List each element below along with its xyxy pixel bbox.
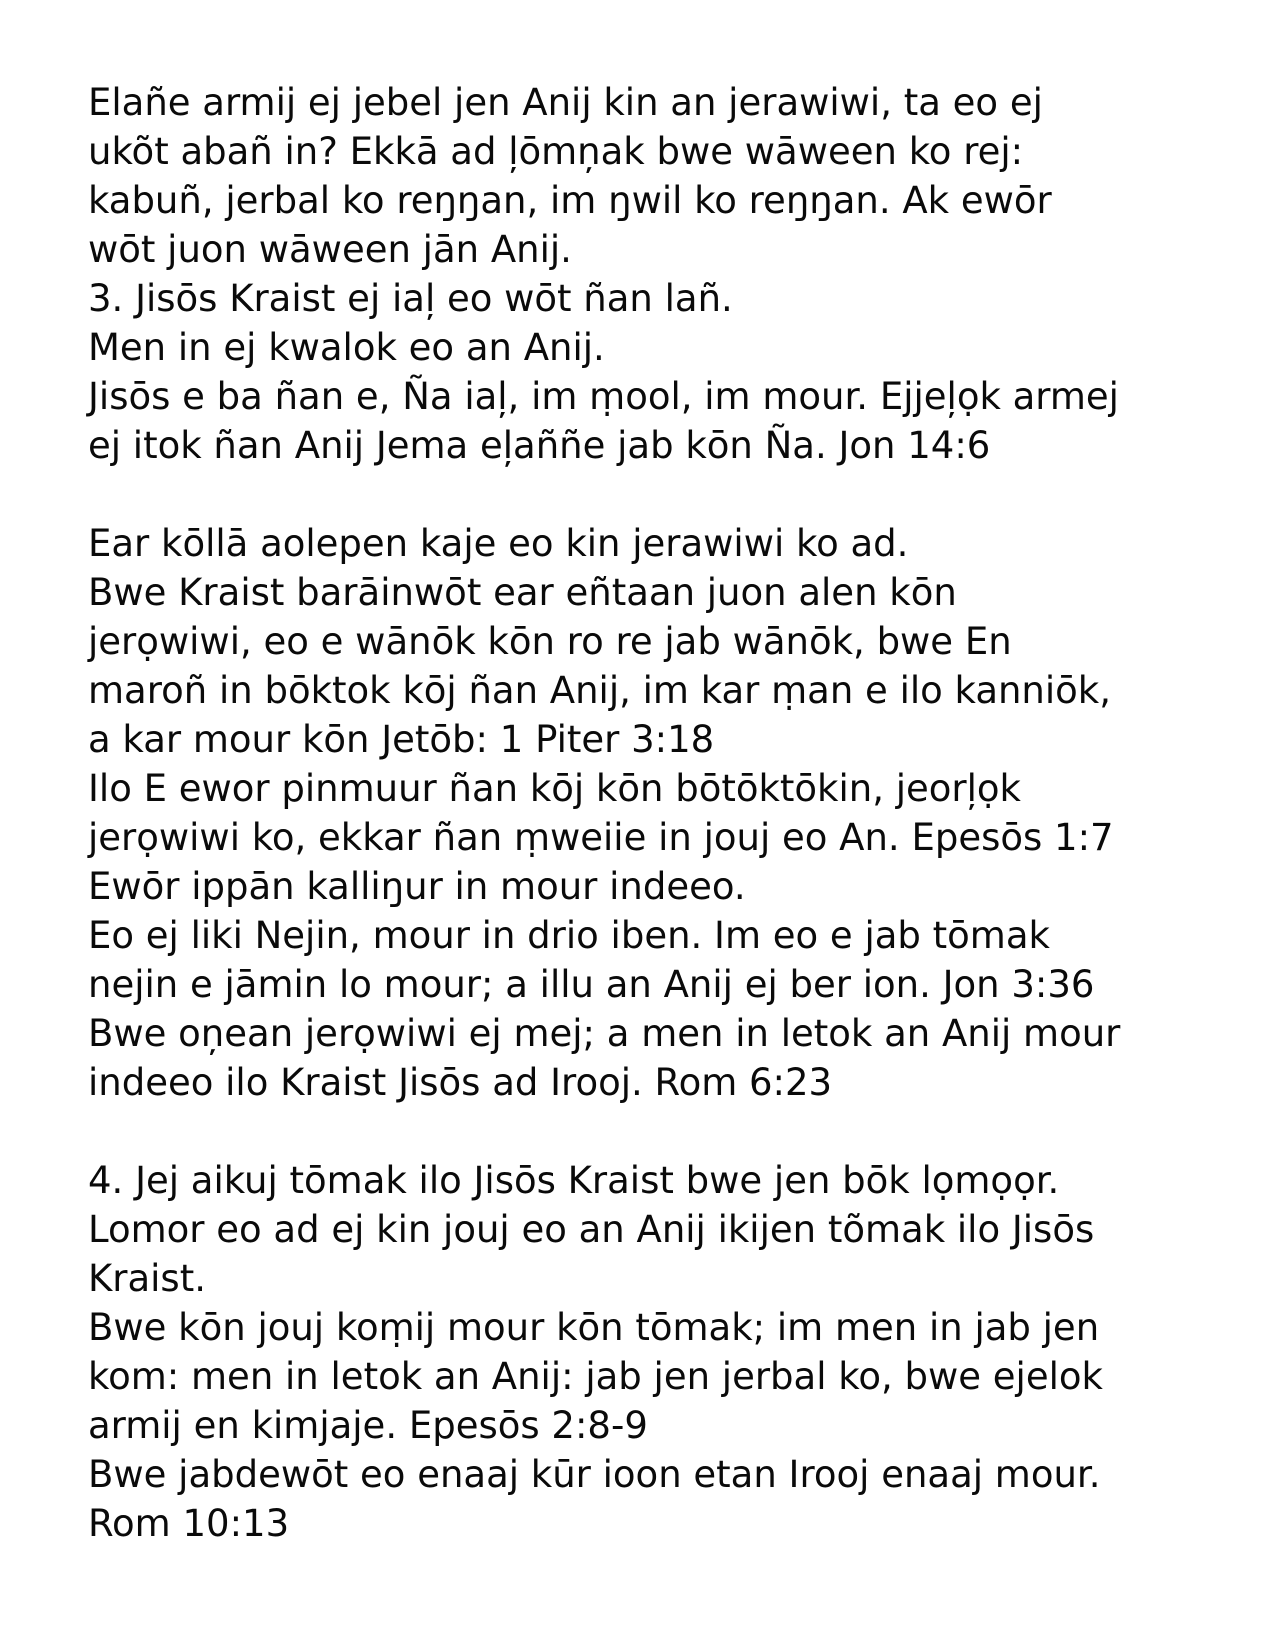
text-line: ej itok ñan Anij Jema eļaññe jab kōn Ña. Jon 14:6	[88, 424, 991, 467]
text-line: indeeo ilo Kraist Jisōs ad Irooj. Rom 6:23	[88, 1061, 833, 1104]
text-line: nejin e jāmin lo mour; a illu an Anij ej ber ion. Jon 3:36	[88, 963, 1095, 1006]
text-line: ukõt abañ in? Ekkā ad ļōmņak bwe wāween ko rej:	[88, 130, 1024, 173]
text-line: Lomor eo ad ej kin jouj eo an Anij ikijen tõmak ilo Jisōs	[88, 1208, 1095, 1251]
text-line: jerọwiwi, eo e wānōk kōn ro re jab wānōk, bwe En	[88, 620, 1012, 663]
text-line: kabuñ, jerbal ko reŋŋan, im ŋwil ko reŋŋan. Ak ewōr	[88, 179, 1052, 222]
text-line: Bwe oņean jerọwiwi ej mej; a men in letok an Anij mour	[88, 1012, 1121, 1055]
text-line: maroñ in bōktok kōj ñan Anij, im kar ṃan e ilo kanniōk,	[88, 669, 1111, 712]
text-line: Elañe armij ej jebel jen Anij kin an jerawiwi, ta eo ej	[88, 81, 1043, 124]
text-line: Eo ej liki Nejin, mour in drio iben. Im eo e jab tōmak	[88, 914, 1050, 957]
blank-line	[88, 1107, 1238, 1156]
text-line: Rom 10:13	[88, 1502, 290, 1545]
text-line: armij en kimjaje. Epesōs 2:8-9	[88, 1404, 648, 1447]
text-line: Kraist.	[88, 1257, 206, 1300]
text-line: jerọwiwi ko, ekkar ñan ṃweiie in jouj eo An. Epesōs 1:7	[88, 816, 1114, 859]
text-line: Bwe jabdewōt eo enaaj kūr ioon etan Irooj enaaj mour.	[88, 1453, 1101, 1496]
text-line: Ilo E ewor pinmuur ñan kōj kōn bōtōktōkin, jeorļọk	[88, 767, 1021, 810]
text-line: kom: men in letok an Anij: jab jen jerbal ko, bwe ejelok	[88, 1355, 1103, 1398]
text-line: Bwe kōn jouj koṃij mour kōn tōmak; im men in jab jen	[88, 1306, 1100, 1349]
section-heading-4: 4. Jej aikuj tōmak ilo Jisōs Kraist bwe jen bōk lọmọọr.	[88, 1159, 1060, 1202]
text-line: Bwe Kraist barāinwōt ear eñtaan juon alen kōn	[88, 571, 957, 614]
text-line: Ewōr ippān kalliŋur in mour indeeo.	[88, 865, 746, 908]
text-line: a kar mour kōn Jetōb: 1 Piter 3:18	[88, 718, 715, 761]
text-line: Jisōs e ba ñan e, Ña iaļ, im ṃool, im mour. Ejjeļọk armej	[88, 375, 1119, 418]
blank-line	[88, 470, 1238, 519]
text-line: Men in ej kwalok eo an Anij.	[88, 326, 605, 369]
body-text	[88, 78, 1238, 1548]
text-line: Ear kōllā aolepen kaje eo kin jerawiwi ko ad.	[88, 522, 909, 565]
section-heading-3: 3. Jisōs Kraist ej iaļ eo wōt ñan lañ.	[88, 277, 733, 320]
text-line: wōt juon wāween jān Anij.	[88, 228, 572, 271]
